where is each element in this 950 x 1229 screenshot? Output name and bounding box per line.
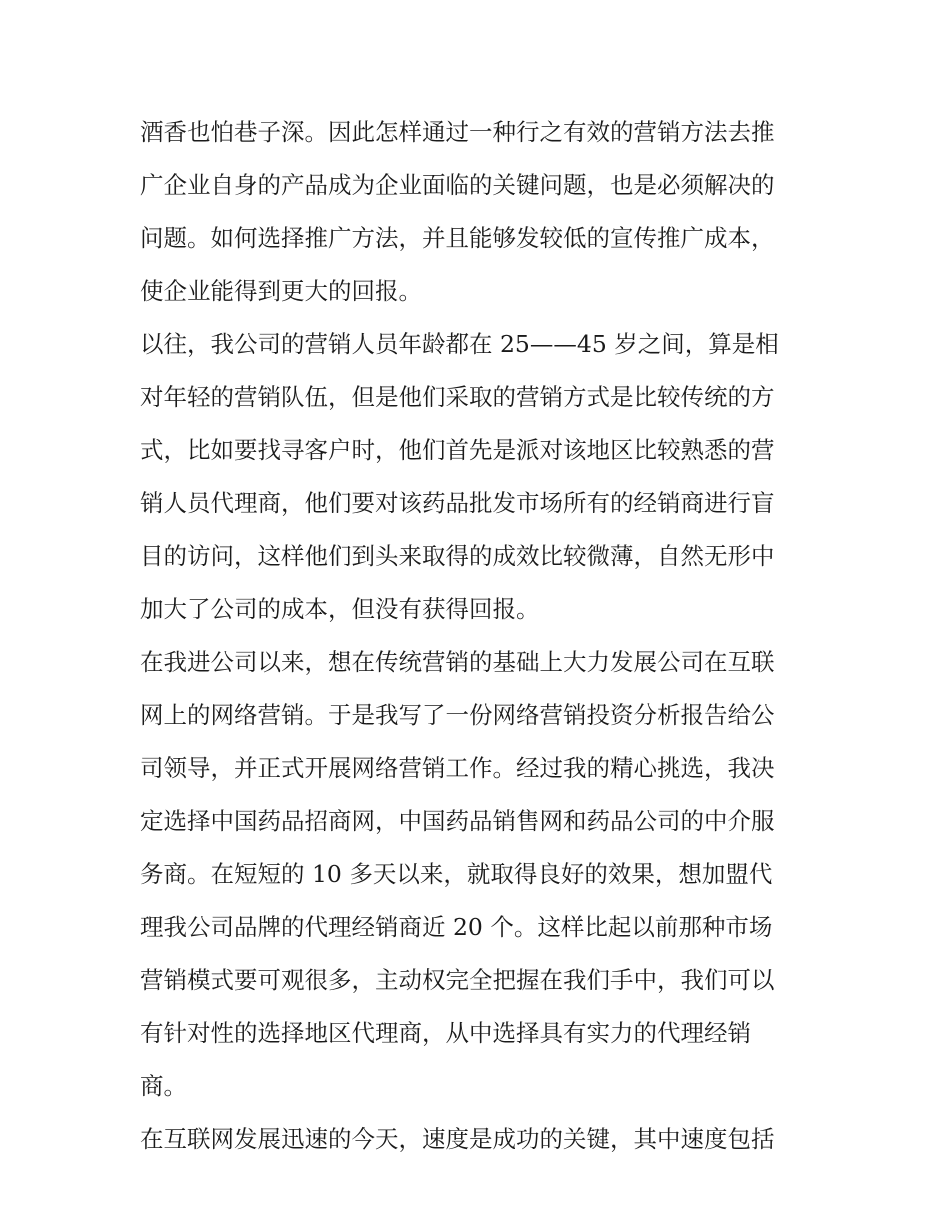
text-line: 问题。如何选择推广方法，并且能够发较低的宣传推广成本， [140, 224, 775, 252]
text-line: 目的访问，这样他们到头来取得的成效比较微薄，自然无形中 [140, 542, 775, 570]
text-line: 酒香也怕巷子深。因此怎样通过一种行之有效的营销方法去推 [140, 118, 775, 146]
text-line: 网上的网络营销。于是我写了一份网络营销投资分析报告给公 [140, 701, 775, 729]
text-line: 使企业能得到更大的回报。 [140, 277, 422, 305]
text-line: 营销模式要可观很多，主动权完全把握在我们手中，我们可以 [140, 966, 775, 994]
paragraph-4 [140, 1113, 812, 1166]
text-line: 在我进公司以来，想在传统营销的基础上大力发展公司在互联 [140, 648, 775, 676]
text-line: 对年轻的营销队伍，但是他们采取的营销方式是比较传统的方 [140, 383, 775, 411]
text-line: 商。 [140, 1072, 187, 1100]
text-line: 式，比如要找寻客户时，他们首先是派对该地区比较熟悉的营 [140, 436, 775, 464]
text-line: 广企业自身的产品成为企业面临的关键问题，也是必须解决的 [140, 171, 775, 199]
text-line: 销人员代理商，他们要对该药品批发市场所有的经销商进行盲 [140, 489, 775, 517]
paragraph-2 [140, 318, 812, 636]
text-line: 定选择中国药品招商网，中国药品销售网和药品公司的中介服 [140, 807, 775, 835]
text-line: 司领导，并正式开展网络营销工作。经过我的精心挑选，我决 [140, 754, 775, 782]
text-line: 在互联网发展迅速的今天，速度是成功的关键，其中速度包括 [140, 1125, 775, 1153]
text-line: 加大了公司的成本，但没有获得回报。 [140, 595, 540, 623]
text-line: 有针对性的选择地区代理商，从中选择具有实力的代理经销 [140, 1019, 751, 1047]
paragraph-1 [140, 106, 812, 318]
paragraph-3 [140, 636, 812, 1113]
document-body [140, 106, 812, 1166]
text-line: 务商。在短短的 10 多天以来，就取得良好的效果，想加盟代 [140, 860, 773, 888]
text-line: 以往，我公司的营销人员年龄都在 25——45 岁之间，算是相 [140, 330, 779, 358]
text-line: 理我公司品牌的代理经销商近 20 个。这样比起以前那种市场 [140, 913, 773, 941]
